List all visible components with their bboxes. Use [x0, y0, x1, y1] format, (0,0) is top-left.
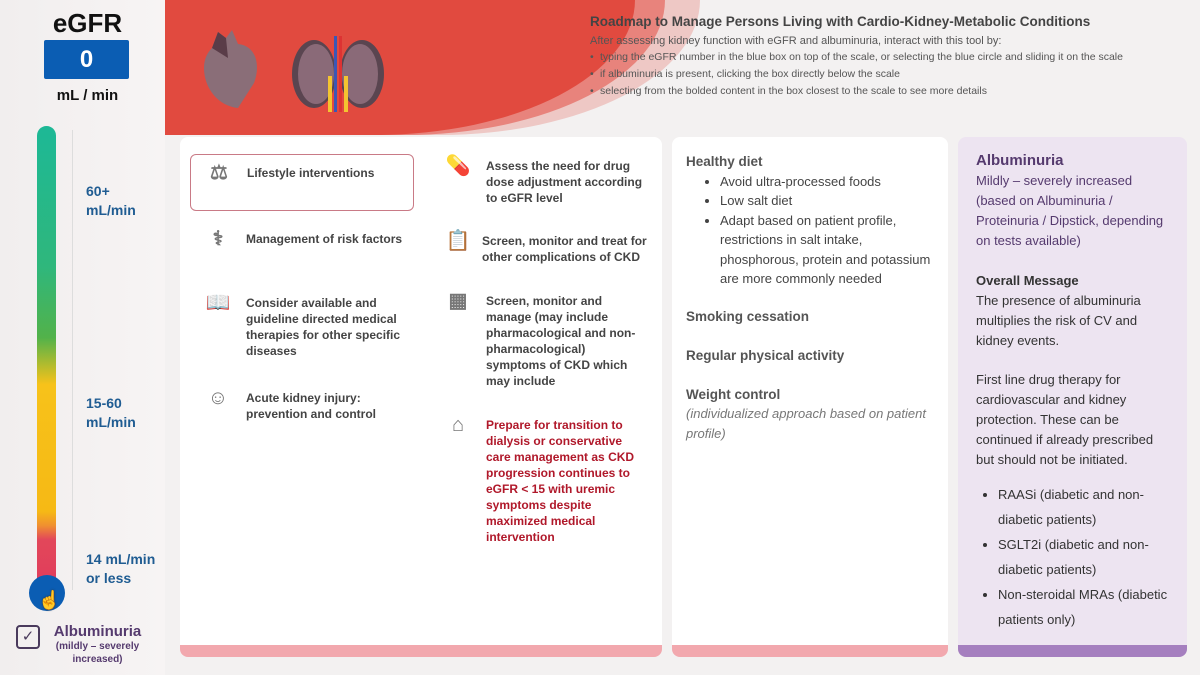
level-unit: or less — [86, 570, 132, 586]
action-label: Screen, monitor and manage (may include pharmacological and non-pharmacological) symptoms of CKD which may include — [486, 294, 636, 388]
level-60-plus[interactable] — [86, 182, 136, 220]
egfr-scale[interactable] — [37, 126, 56, 596]
action-label: Management of risk factors — [246, 232, 403, 246]
albuminuria-card — [958, 137, 1187, 645]
cursor-hand-icon: ☝ — [38, 590, 61, 610]
action-lifestyle[interactable] — [190, 154, 414, 211]
book-icon: 📖 — [205, 292, 231, 314]
albuminuria-label — [50, 623, 145, 666]
kidneys-icon — [290, 36, 386, 112]
drug-item: • SGLT2i (diabetic and non-diabetic patients) — [998, 532, 1169, 582]
clipboard-icon: 📋 — [445, 230, 471, 252]
action-other-diseases[interactable] — [204, 292, 404, 359]
level-14-or-less[interactable] — [86, 550, 155, 588]
albuminuria-desc: Mildly – severely increased (based on Albuminuria / Proteinuria / Dipstick, depending on tests available) — [976, 173, 1164, 248]
drug-item: • Non-steroidal MRAs (diabetic patients only) — [998, 582, 1169, 632]
intro-text: After assessing kidney function with eGFR and albuminuria, interact with this tool by: — [590, 35, 1002, 47]
page-title: Roadmap to Manage Persons Living with Cardio-Kidney-Metabolic Conditions — [590, 14, 1091, 29]
lifestyle-card-bar — [672, 645, 948, 657]
action-label: Acute kidney injury: prevention and control — [246, 391, 377, 421]
level-15-60[interactable] — [86, 394, 136, 432]
action-aki[interactable] — [204, 387, 404, 422]
level-label: 60+ — [86, 183, 110, 199]
egfr-input[interactable]: 0 — [44, 40, 129, 79]
action-dialysis[interactable] — [444, 414, 644, 545]
instructions — [590, 14, 1195, 102]
instruction-item: • typing the eGFR number in the blue box on top of the scale, or selecting the blue circle and sliding it on the scale — [590, 51, 1195, 63]
action-risk-factors[interactable] — [204, 228, 404, 259]
therapy-text: First line drug therapy for cardiovascular and kidney protection. These can be continued if already prescribed but should not be initiated. — [976, 372, 1154, 467]
actions-card-bar — [180, 645, 662, 657]
instruction-item: • if albuminuria is present, clicking the box directly below the scale — [590, 68, 1195, 80]
albuminuria-card-bar — [958, 645, 1187, 657]
scale-icon: ⚖ — [210, 162, 228, 184]
calendar-checklist-icon: ▦ — [448, 290, 468, 312]
action-label: Screen, monitor and treat for other complications of CKD — [482, 234, 647, 264]
albuminuria-checkbox[interactable]: ✓ — [16, 625, 40, 649]
overall-message: The presence of albuminuria multiplies the risk of CV and kidney events. — [976, 293, 1141, 348]
smoking-title: Smoking cessation — [686, 308, 810, 324]
action-label: Assess the need for drug dose adjustment according to eGFR level — [486, 159, 643, 205]
diet-item: • Low salt diet — [720, 191, 934, 211]
albuminuria-label-sub: (mildly – severely increased) — [55, 641, 140, 665]
action-complications[interactable] — [444, 230, 649, 265]
action-drug-dose[interactable] — [444, 155, 644, 206]
level-unit: mL/min — [86, 414, 136, 430]
patient-icon: ☺ — [207, 387, 229, 409]
heart-icon — [198, 28, 264, 110]
drug-item: • RAASi (diabetic and non-diabetic patients) — [998, 482, 1169, 532]
level-label: 15-60 — [86, 395, 122, 411]
level-label: 14 mL/min — [86, 551, 156, 567]
activity-title: Regular physical activity — [686, 348, 845, 363]
doctor-icon: ⚕ — [212, 228, 224, 250]
action-label: Consider available and guideline directed medical therapies for other specific diseases — [246, 296, 401, 358]
action-label: Prepare for transition to dialysis or conservative care management as CKD progression continues to eGFR < 15 with uremic symptoms despite maximized medical intervention — [486, 418, 635, 544]
instruction-item: • selecting from the bolded content in the box closest to the scale to see more details — [590, 85, 1195, 97]
weight-title: Weight control — [686, 386, 781, 402]
diet-title: Healthy diet — [686, 154, 763, 169]
weight-note: (individualized approach based on patient profile) — [686, 406, 926, 441]
action-symptoms[interactable] — [444, 290, 639, 389]
egfr-unit: mL / min — [56, 87, 119, 104]
scale-divider — [72, 130, 73, 590]
albuminuria-title: Albuminuria — [976, 152, 1064, 169]
level-unit: mL/min — [86, 202, 136, 218]
diet-item: • Adapt based on patient profile, restrictions in salt intake, phosphorous, protein and potassium are more commonly needed — [720, 211, 934, 289]
action-label: Lifestyle interventions — [247, 166, 375, 180]
pill-bottle-icon: 💊 — [445, 155, 471, 177]
lifestyle-card — [672, 137, 948, 645]
albuminuria-label-title: Albuminuria — [53, 623, 142, 640]
egfr-title: eGFR — [52, 8, 123, 38]
overall-title: Overall Message — [976, 273, 1079, 288]
iv-bag-icon: ⌂ — [451, 414, 465, 436]
diet-item: • Avoid ultra-processed foods — [720, 172, 934, 192]
